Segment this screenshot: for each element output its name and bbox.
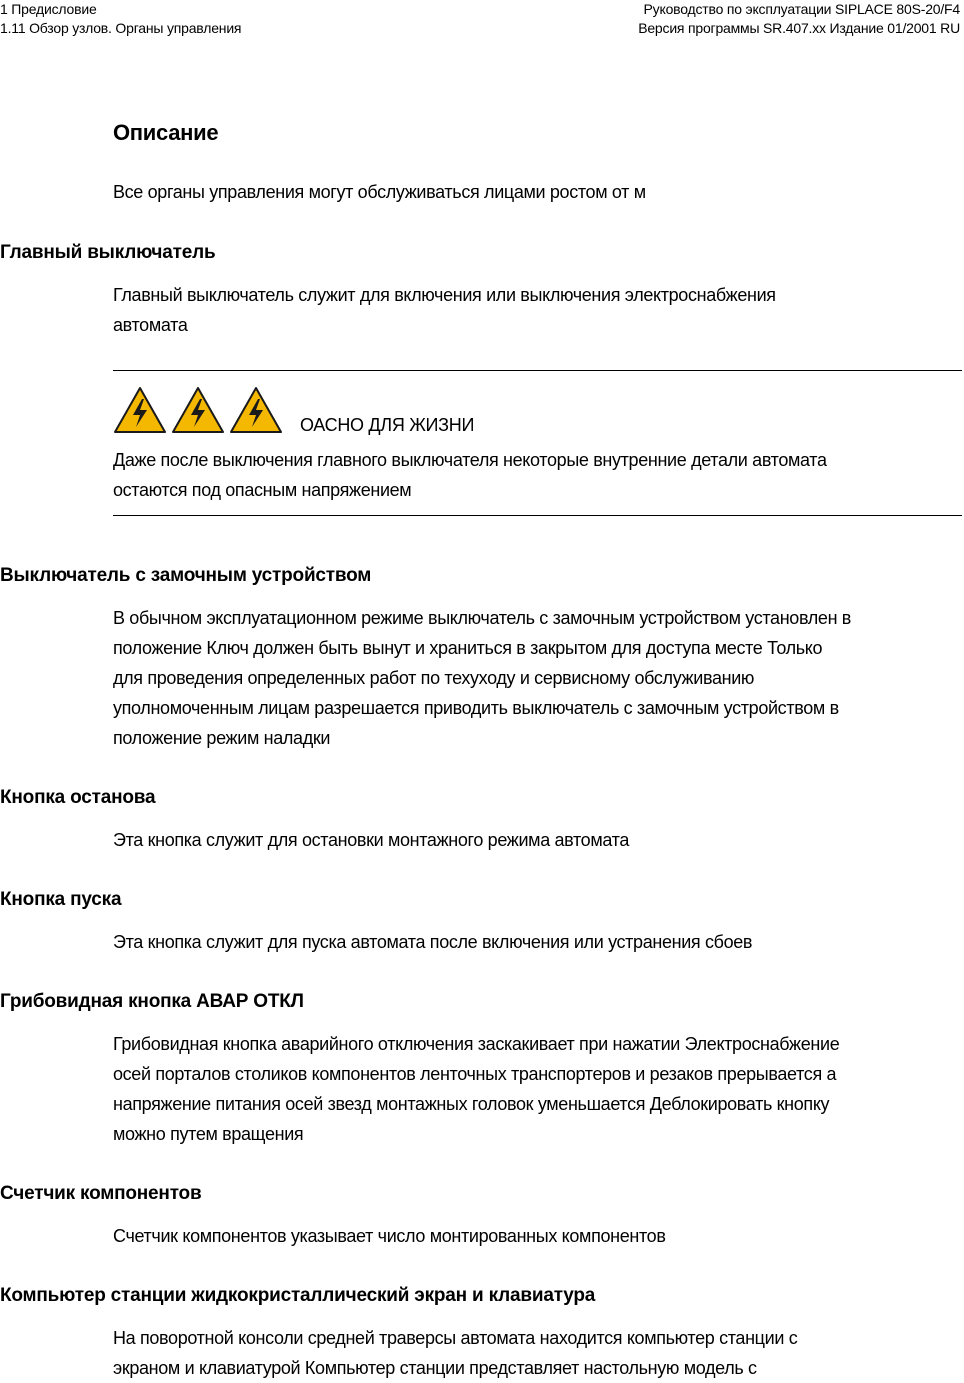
start-button-heading: Кнопка пуска (0, 889, 122, 910)
station-computer-text (113, 1323, 963, 1383)
text-line: Счетчик компонентов указывает число монтированных компонентов (113, 1226, 666, 1246)
text-line: уполномоченным лицам разрешается приводить выключатель с замочным устройством в (113, 698, 839, 718)
text-line: На поворотной консоли средней траверсы автомата находится компьютер станции с (113, 1328, 798, 1348)
text-line: Грибовидная кнопка аварийного отключения заскакивает при нажатии Электроснабжение (113, 1034, 840, 1054)
high-voltage-icon (229, 386, 283, 434)
stop-button-heading: Кнопка останова (0, 787, 156, 808)
chapter-label: 1 Предисловие (0, 1, 97, 17)
description-title: Описание (113, 120, 219, 145)
warning-text (113, 445, 963, 505)
lock-switch-text (113, 603, 963, 753)
text-line: Эта кнопка служит для остановки монтажного режима автомата (113, 830, 629, 850)
version-label: Версия программы SR.407.xx Издание 01/2001 RU (638, 20, 960, 36)
warning-icons (113, 386, 283, 434)
text-line: экраном и клавиатурой Компьютер станции представляет настольную модель с (113, 1358, 757, 1378)
text-line: для проведения определенных работ по техуходу и сервисному обслуживанию (113, 668, 755, 688)
emergency-heading: Грибовидная кнопка АВАР ОТКЛ (0, 991, 304, 1012)
warning-top-rule (113, 370, 962, 371)
text-line: положение Ключ должен быть вынут и храниться в закрытом для доступа месте Только (113, 638, 823, 658)
page-header-right (638, 0, 960, 38)
section-label: 1.11 Обзор узлов. Органы управления (0, 20, 242, 36)
warning-title: ОАСНО ДЛЯ ЖИЗНИ (300, 415, 475, 435)
text-line: положение режим наладки (113, 728, 331, 748)
page-header-left (0, 0, 241, 38)
description-text: Все органы управления могут обслуживаться лицами ростом от м (113, 182, 646, 202)
manual-title: Руководство по эксплуатации SIPLACE 80S-20/F4 (643, 1, 960, 17)
start-button-text (113, 927, 963, 957)
station-computer-heading: Компьютер станции жидкокристаллический экран и клавиатура (0, 1285, 596, 1306)
warning-bottom-rule (113, 515, 962, 516)
main-switch-text (113, 280, 963, 340)
high-voltage-icon (171, 386, 225, 434)
main-switch-heading: Главный выключатель (0, 242, 216, 263)
emergency-text (113, 1029, 963, 1149)
text-line: напряжение питания осей звезд монтажных головок уменьшается Деблокировать кнопку (113, 1094, 830, 1114)
text-line: осей порталов столиков компонентов ленточных транспортеров и резаков прерывается а (113, 1064, 837, 1084)
high-voltage-icon (113, 386, 167, 434)
lock-switch-heading: Выключатель с замочным устройством (0, 565, 372, 586)
text-line: автомата (113, 315, 188, 335)
text-line: В обычном эксплуатационном режиме выключатель с замочным устройством установлен в (113, 608, 852, 628)
text-line: остаются под опасным напряжением (113, 480, 412, 500)
text-line: Эта кнопка служит для пуска автомата после включения или устранения сбоев (113, 932, 753, 952)
text-line: можно путем вращения (113, 1124, 304, 1144)
counter-text (113, 1221, 963, 1251)
text-line: Даже после выключения главного выключателя некоторые внутренние детали автомата (113, 450, 827, 470)
counter-heading: Счетчик компонентов (0, 1183, 202, 1204)
text-line: Главный выключатель служит для включения или выключения электроснабжения (113, 285, 776, 305)
stop-button-text (113, 825, 963, 855)
